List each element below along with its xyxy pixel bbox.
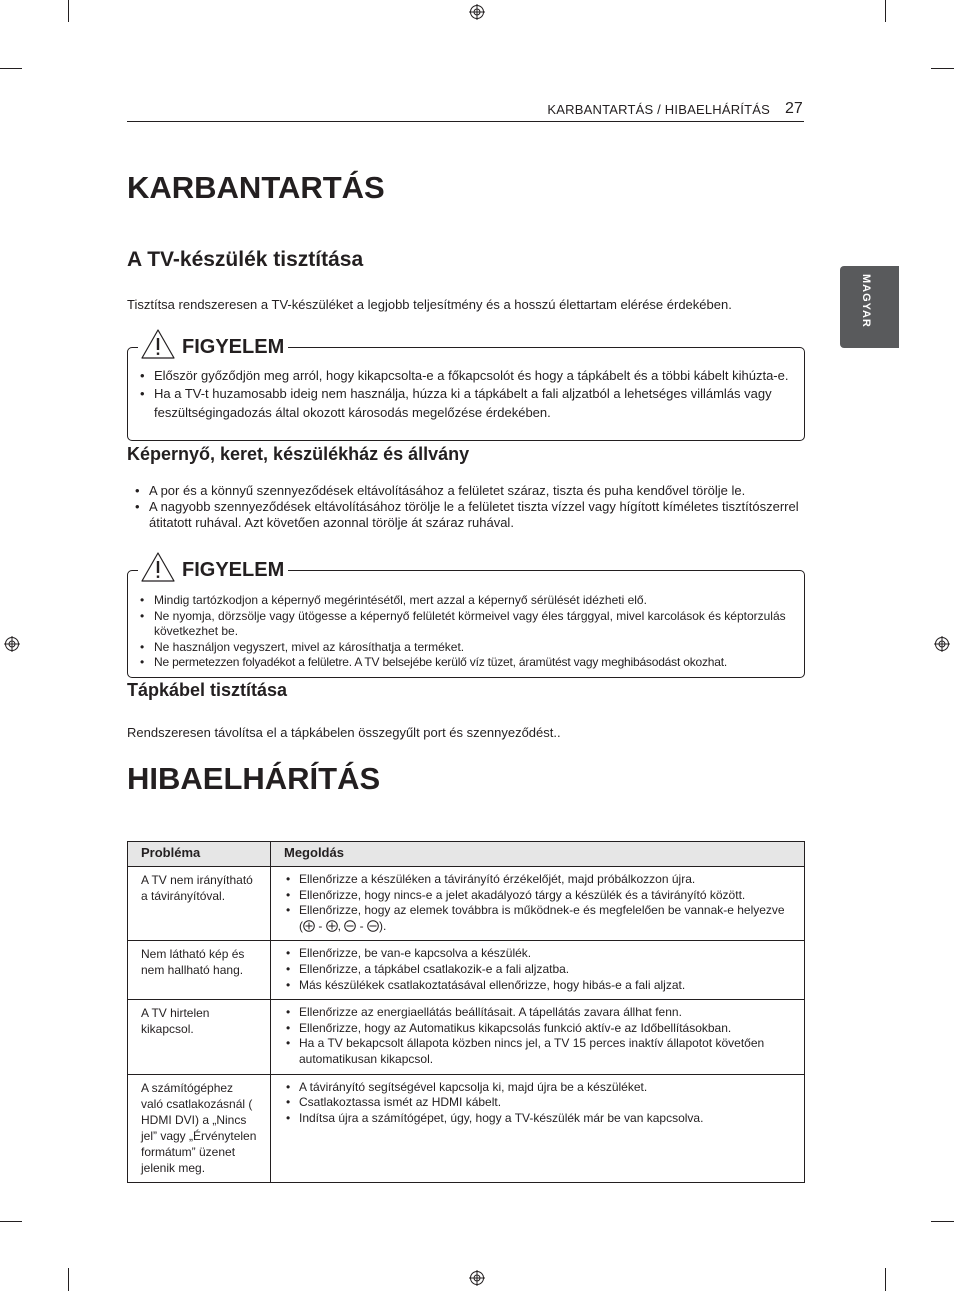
list-item: • Indítsa újra a számítógépet, úgy, hogy a TV-készülék már be van kapcsolva.: [285, 1111, 791, 1127]
running-head: KARBANTARTÁS / HIBAELHÁRÍTÁS: [547, 102, 770, 117]
solution-cell: [271, 1000, 805, 1074]
battery-check-text: ).: [379, 918, 387, 933]
list-item: • Ne permetezzen folyadékot a felületre. A TV belsejébe kerülő víz tüzet, áramütést vagy meghibásodást okozhat.: [140, 655, 796, 671]
list-item: • Más készülékek csatlakoztatásával ellenőrizze, hogy hibás-e a fali aljzat.: [285, 978, 791, 994]
list-item: • Ellenőrizze, hogy az Automatikus kikapcsolás funkció aktív-e az Időbellításokban.: [285, 1021, 791, 1037]
table-header-row: [128, 842, 805, 867]
column-header-solution: Megoldás: [271, 842, 805, 867]
minus-terminal-icon: [344, 920, 356, 932]
registration-mark-icon: [4, 636, 20, 652]
heading-power-cord: Tápkábel tisztítása: [127, 680, 288, 700]
list-item: • A por és a könnyű szennyeződések eltávolításához a felületet száraz, tiszta és puha kendővel törölje le.: [135, 483, 807, 499]
section-title-maintenance: KARBANTARTÁS: [127, 170, 385, 205]
section-title-troubleshooting: HIBAELHÁRÍTÁS: [127, 761, 381, 796]
list-item: • Ellenőrizze az energiaellátás beállításait. A tápellátás zavara állhat fenn.: [285, 1005, 791, 1021]
warning-triangle-icon: [140, 551, 176, 583]
crop-mark: [0, 68, 22, 69]
list-item: • Ha a TV-t huzamosabb ideig nem használja, húzza ki a tápkábelt a fali aljzatból a lehetséges villámlás vagy feszültségingadozás által okozott károsodás megelőzése érdekében.: [140, 384, 790, 422]
caution-header: [138, 326, 288, 360]
header-rule: [127, 121, 804, 122]
caution-list: [140, 368, 790, 422]
crop-mark: [0, 1221, 22, 1222]
plus-terminal-icon: [303, 920, 315, 932]
crop-mark: [68, 1268, 69, 1291]
list-item: • A távirányító segítségével kapcsolja ki, majd újra be a készüléket.: [285, 1080, 791, 1096]
registration-mark-icon: [934, 636, 950, 652]
crop-mark: [931, 68, 954, 69]
heading-tv-cleaning: A TV-készülék tisztítása: [127, 248, 364, 271]
list-item: • Ha a TV bekapcsolt állapota közben nincs jel, a TV 15 perces inaktív állapotot követően automatikusan kikapcsol.: [285, 1036, 791, 1067]
list-item: • Ellenőrizze, be van-e kapcsolva a készülék.: [285, 946, 791, 962]
list-item: • Mindig tartózkodjon a képernyő megérintésétől, mert azzal a képernyő sérülését idézheti elő.: [140, 593, 796, 609]
caution-box: [127, 559, 805, 678]
screen-cleaning-list: [135, 483, 807, 531]
solution-cell: [271, 1074, 805, 1182]
solution-cell: [271, 941, 805, 1000]
problem-cell: A TV hirtelen kikapcsol.: [128, 1000, 271, 1074]
list-item: [285, 903, 791, 934]
caution-box: [127, 336, 805, 441]
tv-cleaning-intro: Tisztítsa rendszeresen a TV-készüléket a legjobb teljesítmény és a hosszú élettartam elérése érdekében.: [127, 297, 732, 312]
list-item: • A nagyobb szennyeződések eltávolításához törölje le a felületet tiszta vízzel vagy hígított kíméletes tisztítószerrel átitatott ruhával. Azt követően azonnal törölje át száraz ruhával.: [135, 499, 807, 531]
battery-check-text: -: [356, 918, 368, 933]
caution-label: FIGYELEM: [182, 559, 285, 581]
solution-cell: [271, 867, 805, 941]
problem-cell: A számítógéphez való csatlakozásnál ( HDMI DVI) a „Nincs jel” vagy „Érvénytelen formátum” üzenet jelenik meg.: [128, 1074, 271, 1182]
list-item: • Ellenőrizze, hogy nincs-e a jelet akadályozó tárgy a készülék és a távirányító között.: [285, 888, 791, 904]
problem-cell: A TV nem irányítható a távirányítóval.: [128, 867, 271, 941]
heading-screen-cleaning: Képernyő, keret, készülékház és állvány: [127, 444, 470, 464]
column-header-problem: Probléma: [128, 842, 271, 867]
plus-terminal-icon: [326, 920, 338, 932]
power-cord-text: Rendszeresen távolítsa el a tápkábelen összegyűlt port és szennyeződést..: [127, 725, 561, 740]
crop-mark: [885, 0, 886, 22]
troubleshooting-table: [127, 841, 805, 1183]
table-row: [128, 1000, 805, 1074]
battery-check-text: -: [315, 918, 326, 933]
registration-mark-icon: [469, 1270, 485, 1286]
crop-mark: [68, 0, 69, 22]
list-item: • Ne használjon vegyszert, mivel az károsíthatja a terméket.: [140, 640, 796, 656]
list-item: • Ne nyomja, dörzsölje vagy ütögesse a képernyő felületét körmeivel vagy éles tárggyal, mivel karcolások és képtorzulás következhet be.: [140, 609, 796, 640]
crop-mark: [885, 1268, 886, 1291]
warning-triangle-icon: [140, 328, 176, 360]
list-item: • Először győződjön meg arról, hogy kikapcsolta-e a főkapcsolót és hogy a tápkábelt és a többi kábelt kihúzta-e.: [140, 368, 790, 384]
table-row: [128, 941, 805, 1000]
minus-terminal-icon: [367, 920, 379, 932]
caution-header: [138, 549, 288, 583]
caution-label: FIGYELEM: [182, 336, 285, 358]
registration-mark-icon: [469, 4, 485, 20]
language-tab-label: MAGYAR: [860, 274, 872, 328]
page-number: 27: [785, 100, 803, 117]
problem-cell: Nem látható kép és nem hallható hang.: [128, 941, 271, 1000]
caution-list: [140, 593, 796, 671]
table-row: [128, 867, 805, 941]
crop-mark: [931, 1221, 954, 1222]
table-row: [128, 1074, 805, 1182]
language-tab: [840, 266, 899, 348]
list-item: • Ellenőrizze, a tápkábel csatlakozik-e a fali aljzatba.: [285, 962, 791, 978]
list-item: • Csatlakoztassa ismét az HDMI kábelt.: [285, 1095, 791, 1111]
battery-check-text: Ellenőrizze, hogy az elemek továbbra is működnek-e és megfelelően be vannak-e helyezve (: [299, 903, 785, 933]
list-item: • Ellenőrizze a készüléken a távirányító érzékelőjét, majd próbálkozzon újra.: [285, 872, 791, 888]
battery-check-text: ,: [337, 918, 345, 933]
